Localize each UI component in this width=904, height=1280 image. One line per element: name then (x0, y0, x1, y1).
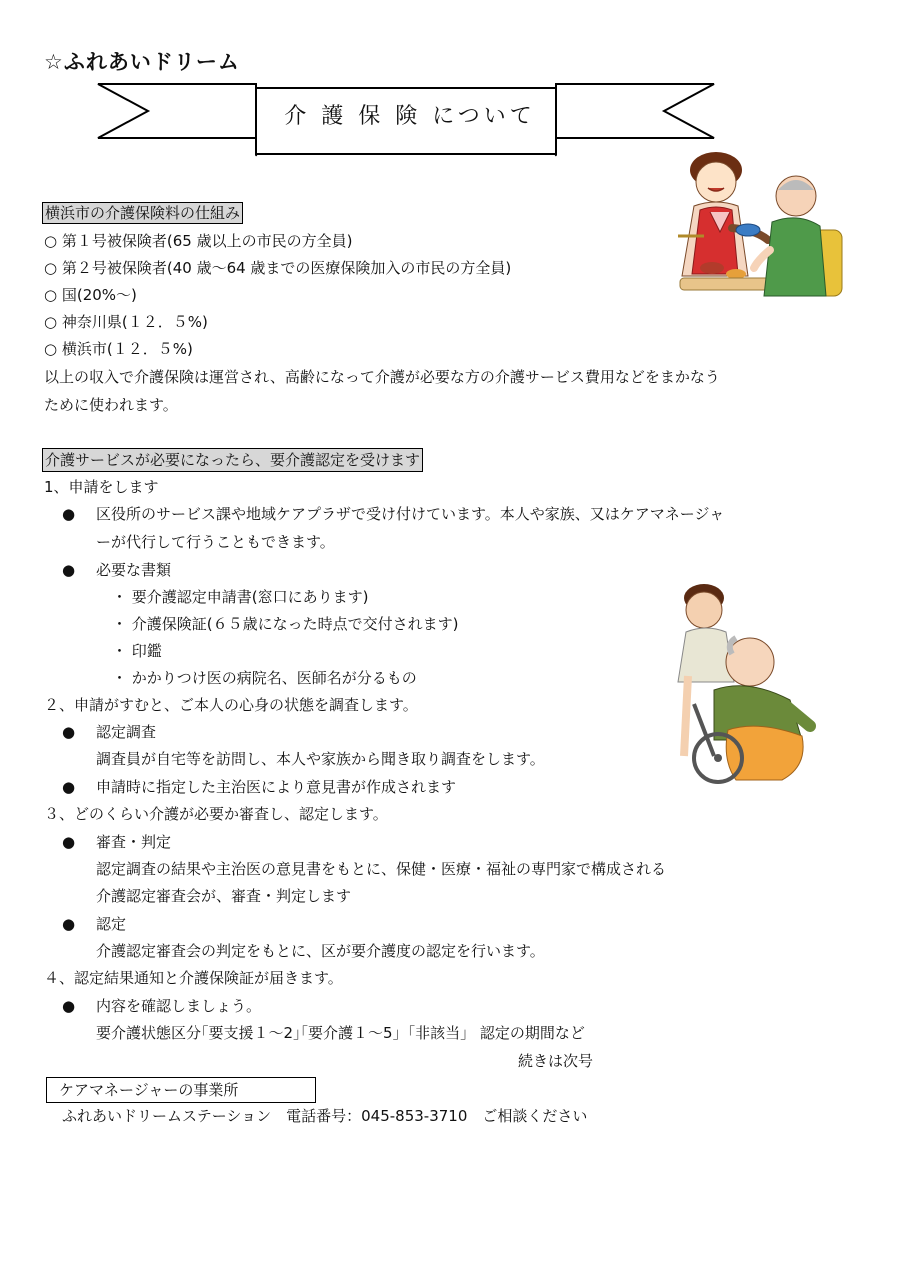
document-item: ・ かかりつけ医の病院名、医師名が分るもの (112, 669, 417, 687)
premium-item: ○ 第１号被保険者(65 歳以上の市民の方全員) (44, 232, 353, 250)
step4-title: ４、認定結果通知と介護保険証が届きます。 (44, 969, 343, 987)
step3-detail: 介護認定審査会の判定をもとに、区が要介護度の認定を行います。 (96, 942, 545, 960)
office-contact: ふれあいドリームステーション 電話番号：045-853-3710 ご相談ください (62, 1107, 588, 1125)
premium-item: ○ 横浜市(１２．５%) (44, 340, 193, 358)
step3-title: ３、どのくらい介護が必要か審査し、認定します。 (44, 805, 388, 823)
document-item: ・ 印鑑 (112, 642, 162, 660)
bullet-icon: ● (62, 778, 76, 796)
premium-structure-heading: 横浜市の介護保険料の仕組み (42, 202, 243, 224)
required-documents-label: 必要な書類 (96, 561, 172, 579)
step4-bullet: 内容を確認しましょう。 (96, 997, 262, 1015)
document-item: ・ 介護保険証(６５歳になった時点で交付されます) (112, 615, 459, 633)
premium-summary: ために使われます。 (44, 396, 178, 414)
premium-summary: 以上の収入で介護保険は運営され、高齢になって介護が必要な方の介護サービス費用などをまかなう (44, 368, 720, 386)
bullet-icon: ● (62, 997, 76, 1015)
step3-bullet: 審査・判定 (96, 833, 172, 851)
banner-title: 介 護 保 険 について (284, 104, 536, 129)
document-item: ・ 要介護認定申請書(窓口にあります) (112, 588, 369, 606)
step1-bullet: 区役所のサービス課や地域ケアプラザで受け付けています。本人や家族、又はケアマネージャ (96, 505, 725, 523)
step1-bullet: ーが代行して行うこともできます。 (96, 533, 335, 551)
bullet-icon: ● (62, 915, 76, 933)
step1-title: 1、申請をします (44, 478, 159, 496)
step2-title: ２、申請がすむと、ご本人の心身の状態を調査します。 (44, 696, 418, 714)
bullet-icon: ● (62, 833, 76, 851)
step3-detail: 認定調査の結果や主治医の意見書をもとに、保健・医療・福祉の専門家で構成される (96, 860, 667, 878)
bullet-icon: ● (62, 723, 76, 741)
step2-bullet: 申請時に指定した主治医により意見書が作成されます (96, 778, 457, 796)
caregiver-feeding-illustration (674, 150, 844, 306)
organization-name: ☆ふれあいドリーム (44, 50, 240, 74)
premium-item: ○ 第２号被保険者(40 歳～64 歳までの医療保険加入の市民の方全員) (44, 259, 512, 277)
office-heading: ケアマネージャーの事業所 (46, 1077, 316, 1103)
premium-item: ○ 国(20%～) (44, 286, 137, 304)
bullet-icon: ● (62, 505, 76, 523)
bullet-icon: ● (62, 561, 76, 579)
step3-detail: 介護認定審査会が、審査・判定します (96, 887, 352, 905)
step2-detail: 調査員が自宅等を訪問し、本人や家族から聞き取り調査をします。 (96, 750, 545, 768)
certification-heading: 介護サービスが必要になったら、要介護認定を受けます (42, 448, 423, 472)
premium-item: ○ 神奈川県(１２．５%) (44, 313, 208, 331)
step2-bullet: 認定調査 (96, 723, 157, 741)
continued-note: 続きは次号 (518, 1052, 594, 1070)
step4-detail: 要介護状態区分｢要支援１～2｣｢要介護１～5｣「非該当」 認定の期間など (96, 1024, 585, 1042)
step3-bullet: 認定 (96, 915, 127, 933)
wheelchair-illustration (674, 580, 820, 786)
